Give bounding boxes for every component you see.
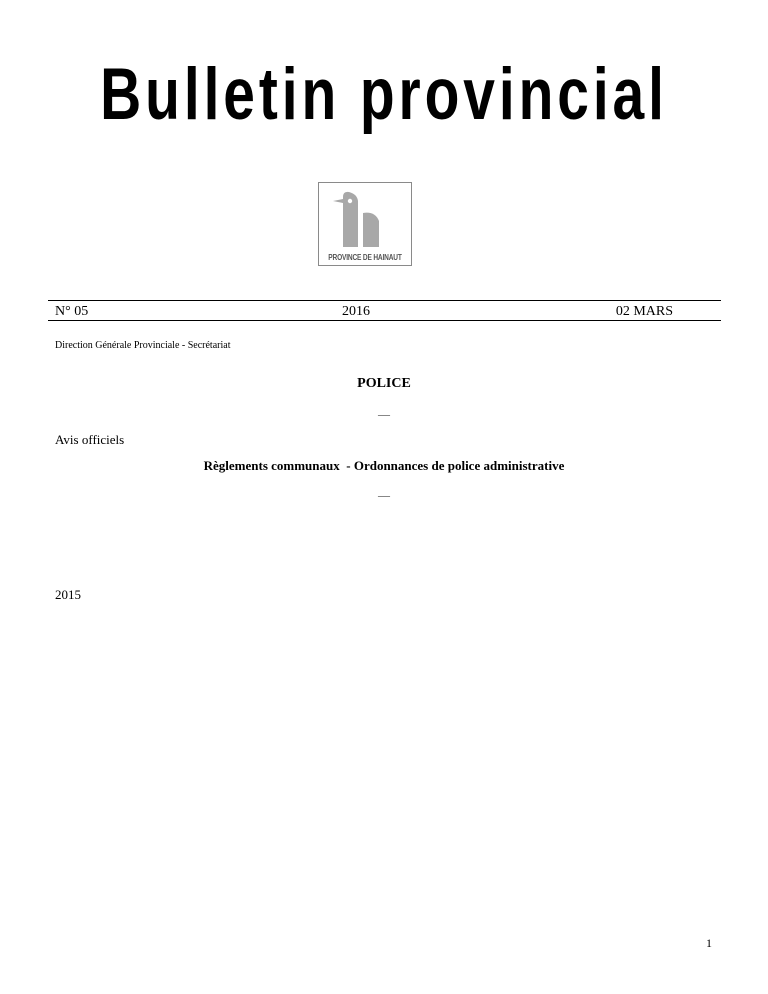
section-separator: — [378, 407, 390, 421]
header-rule-bottom [48, 320, 721, 321]
department-name: Direction Générale Provinciale - Secrétariat [55, 340, 231, 351]
header-rule-top [48, 300, 721, 301]
issue-year: 2016 [342, 304, 370, 319]
topic-separator: — [378, 488, 390, 502]
subsection-topic: Règlements communaux - Ordonnances de police administrative [203, 458, 565, 473]
section-title: POLICE [357, 376, 411, 391]
logo-caption: PROVINCE DE HAINAUT [328, 253, 402, 262]
province-hainaut-emblem-icon [333, 191, 399, 247]
bulletin-title: Bulletin provincial [100, 54, 668, 135]
issue-number: N° 05 [55, 304, 89, 319]
province-logo [318, 182, 412, 266]
year-label: 2015 [55, 587, 81, 602]
subsection-label: Avis officiels [55, 432, 125, 447]
page-number: 1 [706, 936, 712, 950]
issue-date: 02 MARS [615, 304, 673, 319]
